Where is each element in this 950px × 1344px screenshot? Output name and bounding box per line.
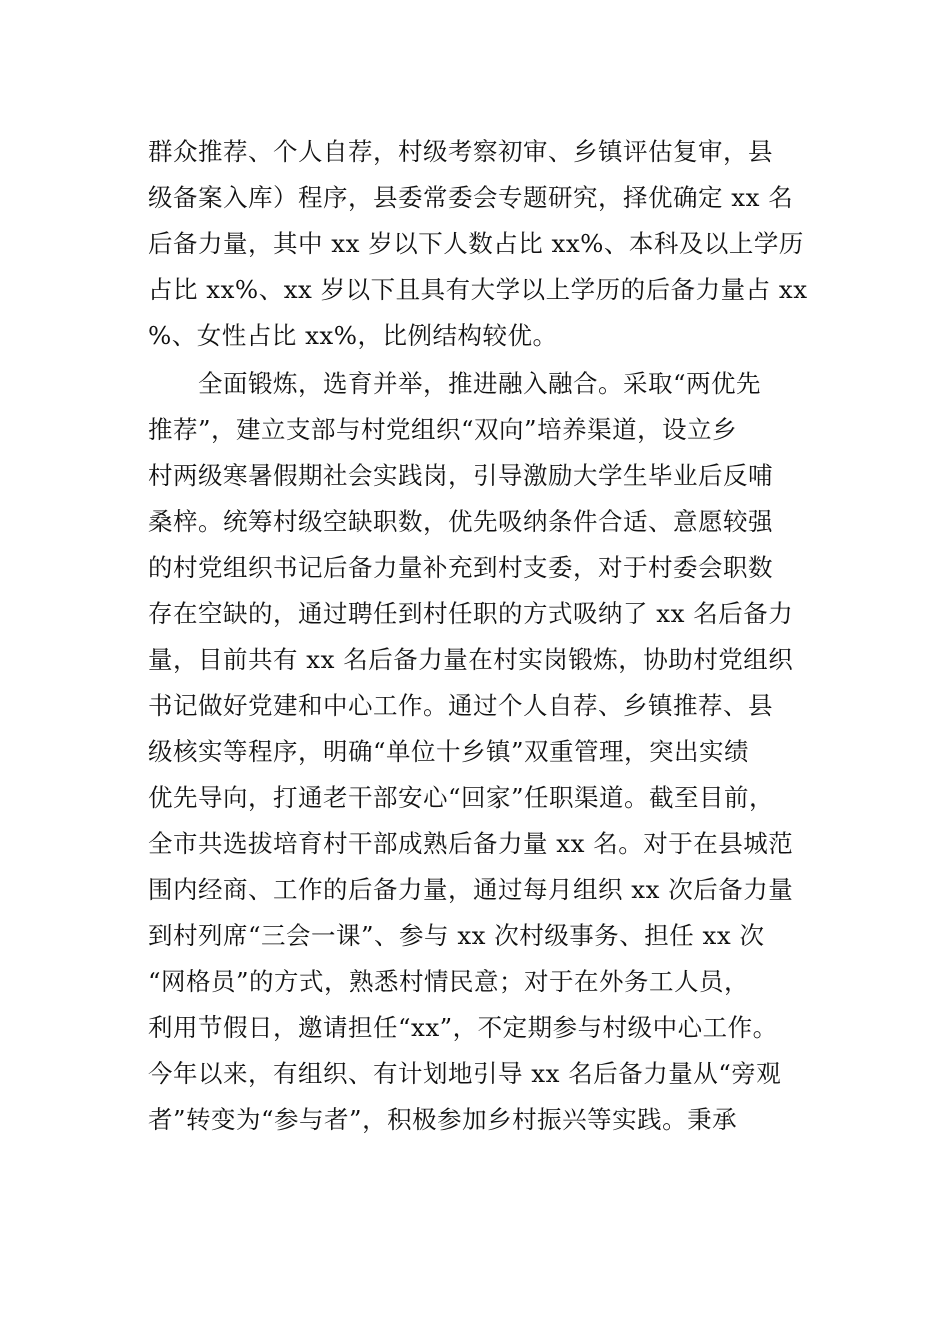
paragraph-1-line-3: 后备力量，其中 xx 岁以下人数占比 xx%、本科及以上学历 bbox=[148, 229, 804, 258]
paragraph-2-line-9: 级核实等程序，明确“单位十乡镇”双重管理，突出实绩 bbox=[148, 737, 750, 766]
paragraph-2-line-2: 推荐”，建立支部与村党组织“双向”培养渠道，设立乡 bbox=[148, 415, 738, 444]
paragraph-2-line-5: 的村党组织书记后备力量补充到村支委，对于村委会职数 bbox=[148, 553, 773, 582]
paragraph-2-line-11: 全市共选拔培育村干部成熟后备力量 xx 名。对于在县城范 bbox=[148, 829, 794, 858]
paragraph-2-line-8: 书记做好党建和中心工作。通过个人自荐、乡镇推荐、县 bbox=[148, 691, 773, 720]
paragraph-2-line-13: 到村列席“三会一课”、参与 xx 次村级事务、担任 xx 次 bbox=[148, 921, 765, 950]
paragraph-2-line-16: 今年以来，有组织、有计划地引导 xx 名后备力量从“旁观 bbox=[148, 1059, 782, 1088]
paragraph-2-line-17: 者”转变为“参与者”，积极参加乡村振兴等实践。秉承 bbox=[148, 1105, 738, 1134]
paragraph-2-line-4: 桑梓。统筹村级空缺职数，优先吸纳条件合适、意愿较强 bbox=[148, 507, 773, 536]
paragraph-1-line-5: %、女性占比 xx%，比例结构较优。 bbox=[148, 321, 558, 350]
paragraph-2-line-14: “网格员”的方式，熟悉村情民意；对于在外务工人员， bbox=[148, 967, 750, 996]
paragraph-1-line-4: 占比 xx%、xx 岁以下且具有大学以上学历的后备力量占 xx bbox=[148, 275, 808, 304]
paragraph-1-line-2: 级备案入库）程序，县委常委会专题研究，择优确定 xx 名 bbox=[148, 183, 794, 212]
paragraph-2-line-7: 量，目前共有 xx 名后备力量在村实岗锻炼，协助村党组织 bbox=[148, 645, 794, 674]
paragraph-2-line-3: 村两级寒暑假期社会实践岗，引导激励大学生毕业后反哺 bbox=[148, 461, 773, 490]
paragraph-2-line-1: 全面锻炼，选育并举，推进融入融合。采取“两优先 bbox=[198, 369, 762, 398]
paragraph-2-line-12: 围内经商、工作的后备力量，通过每月组织 xx 次后备力量 bbox=[148, 875, 794, 904]
paragraph-2-line-6: 存在空缺的，通过聘任到村任职的方式吸纳了 xx 名后备力 bbox=[148, 599, 794, 628]
paragraph-2-line-10: 优先导向，打通老干部安心“回家”任职渠道。截至目前， bbox=[148, 783, 775, 812]
paragraph-2-line-15: 利用节假日，邀请担任“xx”，不定期参与村级中心工作。 bbox=[148, 1013, 778, 1042]
paragraph-1-line-1: 群众推荐、个人自荐，村级考察初审、乡镇评估复审，县 bbox=[148, 137, 773, 166]
